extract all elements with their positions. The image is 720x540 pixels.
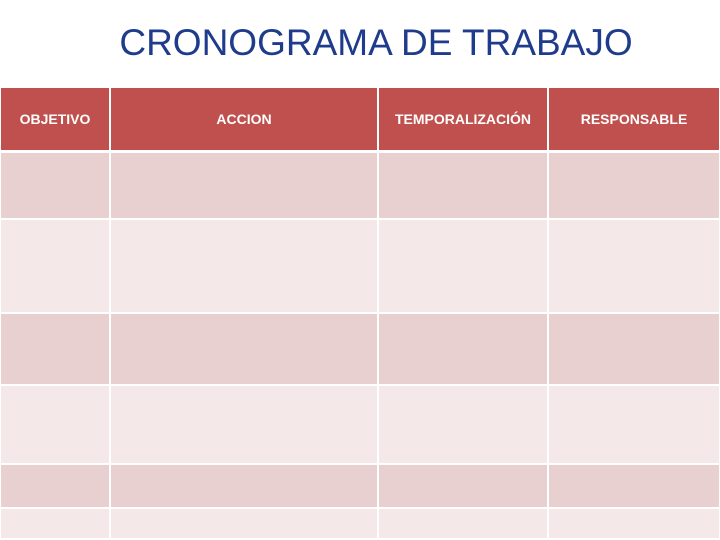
table-cell	[111, 465, 379, 509]
table-cell	[1, 465, 111, 509]
table-cell	[549, 153, 720, 220]
table-cell	[111, 220, 379, 314]
table-cell	[379, 220, 549, 314]
table-cell	[549, 465, 720, 509]
table-cell	[1, 509, 111, 540]
table-cell	[111, 153, 379, 220]
table-cell	[379, 153, 549, 220]
header-temporalizacion: TEMPORALIZACIÓN	[379, 88, 549, 153]
slide-title: CRONOGRAMA DE TRABAJO	[119, 22, 633, 63]
schedule-table	[0, 88, 720, 540]
header-objetivo: OBJETIVO	[1, 88, 111, 153]
table-cell	[549, 220, 720, 314]
table-cell	[549, 509, 720, 540]
table-cell	[1, 220, 111, 314]
header-responsable: RESPONSABLE	[549, 88, 720, 153]
table-cell	[111, 386, 379, 465]
table-cell	[549, 314, 720, 386]
table-cell	[549, 386, 720, 465]
table-cell	[379, 509, 549, 540]
table-cell	[1, 314, 111, 386]
table-cell	[1, 153, 111, 220]
table-cell	[379, 386, 549, 465]
table-cell	[111, 509, 379, 540]
table-cell	[379, 314, 549, 386]
header-accion: ACCION	[111, 88, 379, 153]
table-cell	[1, 386, 111, 465]
table-cell	[379, 465, 549, 509]
table-cell	[111, 314, 379, 386]
